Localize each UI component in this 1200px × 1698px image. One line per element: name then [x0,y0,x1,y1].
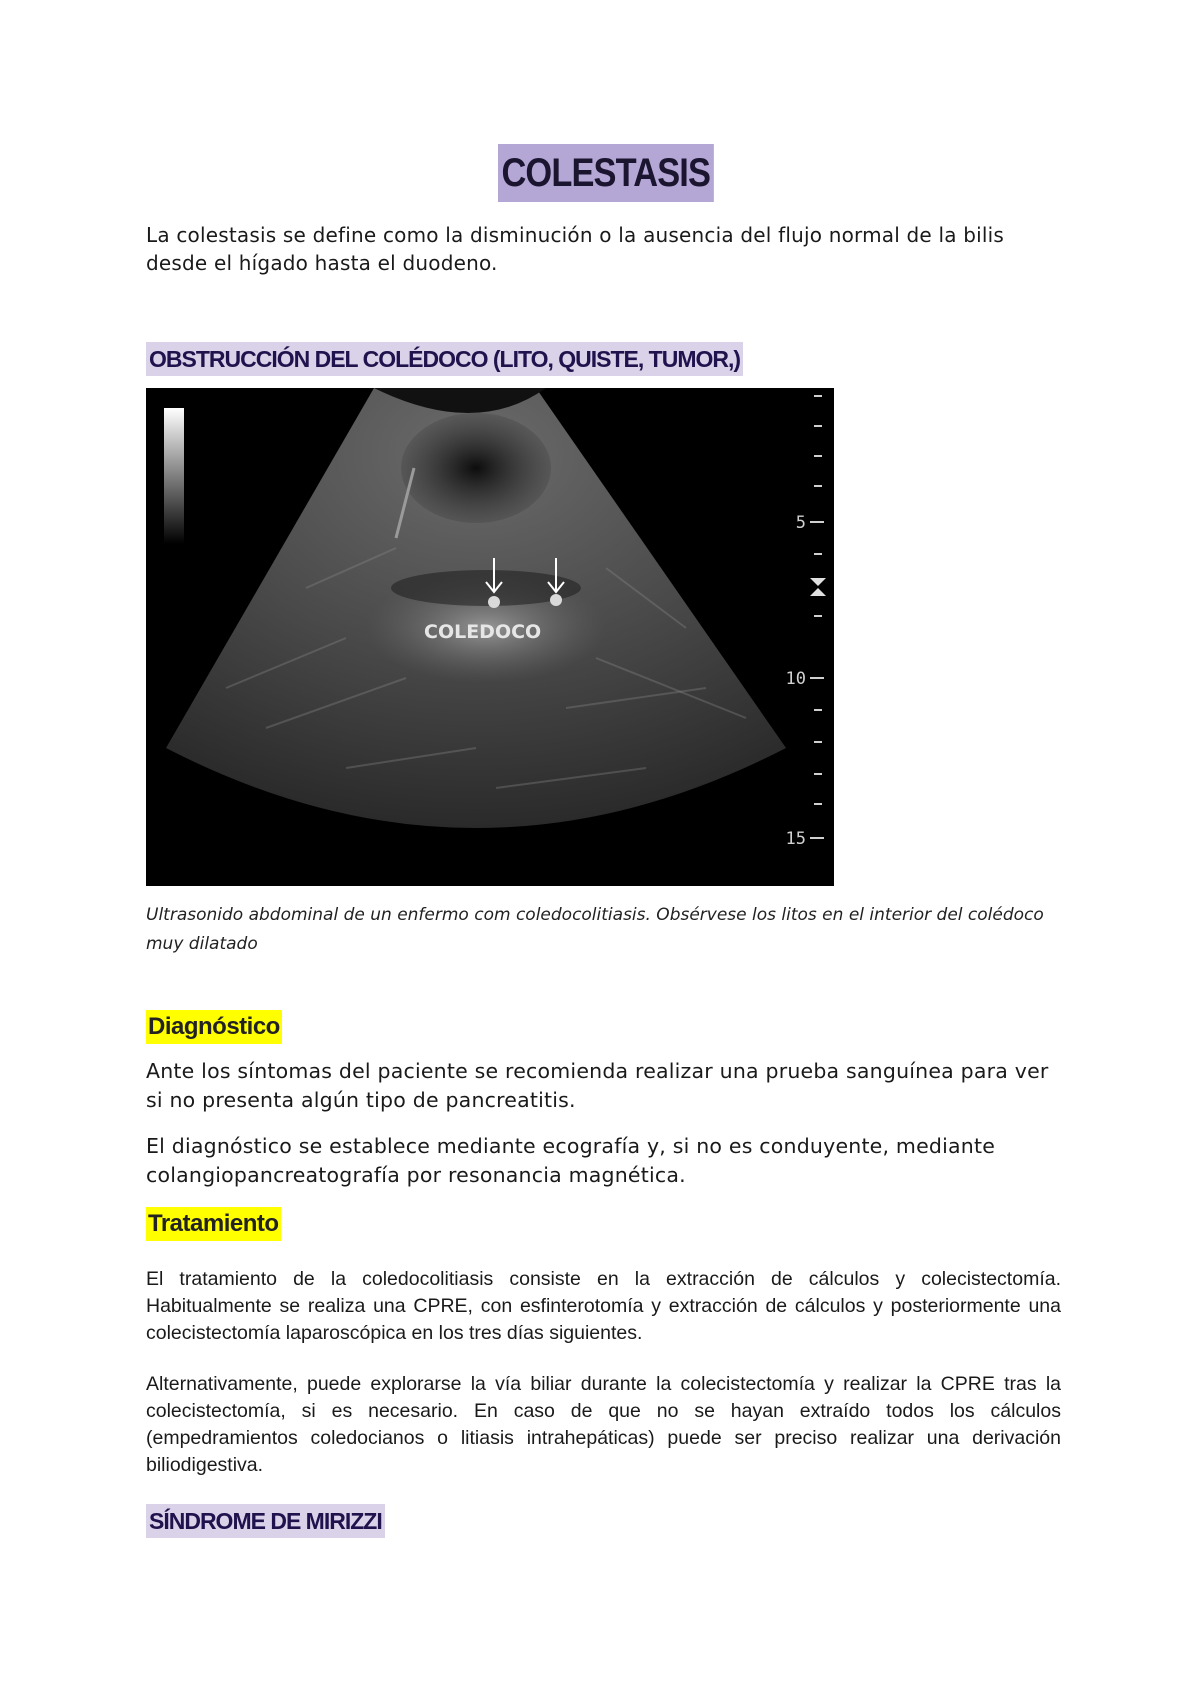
image-caption: Ultrasonido abdominal de un enfermo com coledocolitiasis. Obsérvese los litos en el interior del colédoco muy dilatado [146,905,1044,954]
coledoco-label: COLEDOCO [424,621,542,643]
tratamiento-paragraph-1: El tratamiento de la coledocolitiasis consiste en la extracción de cálculos y colecistectomía. Habitualmente se realiza una CPRE, con esfinterotomía y extracción de cálculos y posteriormente una colecistectomía laparoscópica en los tres días siguientes. [146,1268,1061,1344]
section-heading-obstruccion: OBSTRUCCIÓN DEL COLÉDOCO (LITO, QUISTE, TUMOR,) [146,342,743,376]
depth-label-15: 15 [785,829,806,849]
stone-1 [488,596,500,608]
section-heading-tratamiento: Tratamiento [146,1207,281,1241]
focus-marker-icon [810,578,826,596]
section-heading-mirizzi: SÍNDROME DE MIRIZZI [146,1504,385,1538]
tratamiento-paragraph-2: Alternativamente, puede explorarse la vía biliar durante la colecistectomía y realizar la CPRE tras la colecistectomía, si es necesario. En caso de que no se hayan extraído todos los cálculos (empedramientos coledocianos o litiasis intrahepáticas) puede ser preciso realizar una derivación biliodigestiva. [146,1373,1061,1476]
dark-structure [401,413,551,523]
grayscale-bar [164,408,184,544]
depth-label-10: 10 [785,669,806,689]
intro-paragraph: La colestasis se define como la disminución o la ausencia del flujo normal de la bilis desde el hígado hasta el duodeno. [146,223,1005,275]
ultrasound-graphic [146,388,834,886]
diagnostico-paragraph-2: El diagnóstico se establece mediante ecografía y, si no es conduyente, mediante colangiopancreatografía por resonancia magnética. [146,1134,996,1187]
ultrasound-image [146,388,834,886]
diagnostico-paragraph-1: Ante los síntomas del paciente se recomienda realizar una prueba sanguínea para ver si no presenta algún tipo de pancreatitis. [146,1059,1049,1112]
depth-label-5: 5 [795,513,806,533]
section-heading-diagnostico: Diagnóstico [146,1010,282,1044]
page-title: COLESTASIS [498,144,714,202]
depth-ticks [810,396,824,838]
stone-2 [550,594,562,606]
